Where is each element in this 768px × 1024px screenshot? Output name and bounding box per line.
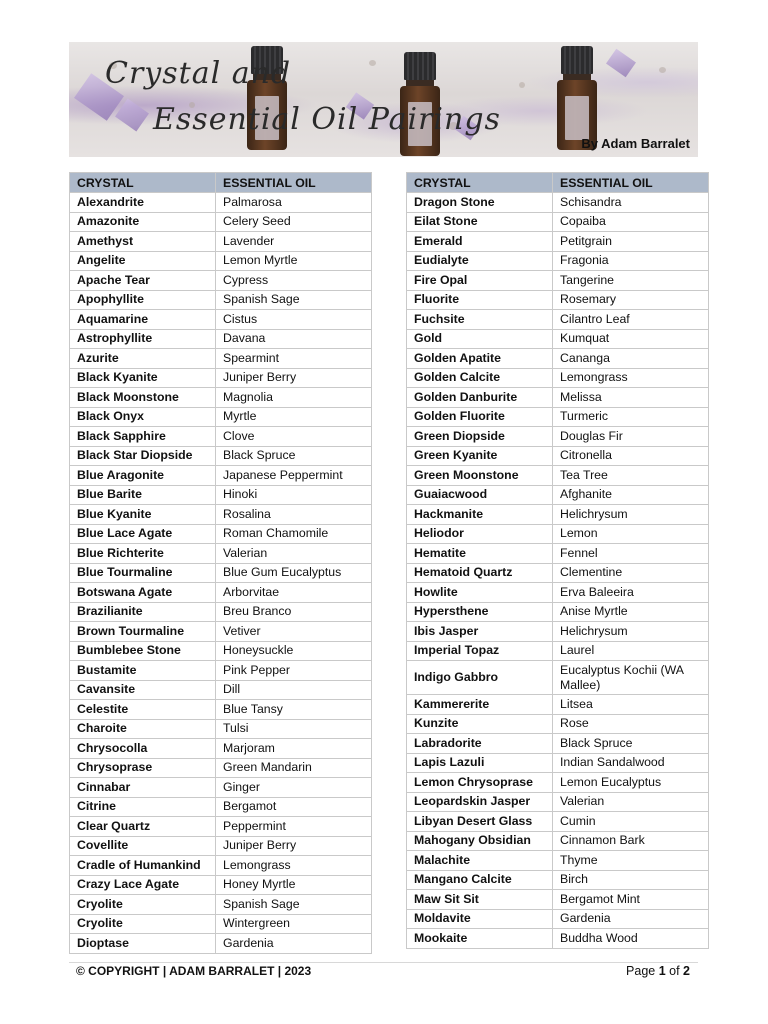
essential-oil-cell: Cistus (216, 310, 372, 330)
table-row (70, 739, 372, 759)
table-row (70, 349, 372, 369)
table-row (70, 290, 372, 310)
table-row (70, 817, 372, 837)
table-row (407, 524, 709, 544)
table-row (407, 329, 709, 349)
column-header-essential-oil: ESSENTIAL OIL (216, 173, 372, 193)
table-row (70, 310, 372, 330)
table-row (70, 368, 372, 388)
table-row (407, 271, 709, 291)
essential-oil-cell: Marjoram (216, 739, 372, 759)
crystal-cell: Golden Fluorite (407, 407, 553, 427)
table-row (407, 485, 709, 505)
crystal-cell: Astrophyllite (70, 329, 216, 349)
banner-title-line2: Essential Oil Pairings (153, 102, 501, 137)
table-row (70, 719, 372, 739)
crystal-cell: Angelite (70, 251, 216, 271)
table-row (407, 290, 709, 310)
essential-oil-cell: Birch (553, 870, 709, 890)
banner-title-line1: Crystal and (105, 56, 292, 91)
table-row (407, 714, 709, 734)
table-row (407, 232, 709, 252)
essential-oil-cell: Gardenia (553, 909, 709, 929)
essential-oil-cell: Vetiver (216, 622, 372, 642)
essential-oil-cell: Laurel (553, 641, 709, 661)
crystal-cell: Cryolite (70, 914, 216, 934)
crystal-cell: Hematite (407, 544, 553, 564)
crystal-cell: Moldavite (407, 909, 553, 929)
table-row (70, 212, 372, 232)
essential-oil-cell: Wintergreen (216, 914, 372, 934)
essential-oil-cell: Dill (216, 680, 372, 700)
crystal-cell: Howlite (407, 583, 553, 603)
essential-oil-cell: Schisandra (553, 193, 709, 213)
essential-oil-cell: Lemon (553, 524, 709, 544)
table-row (407, 251, 709, 271)
table-row (70, 466, 372, 486)
table-row (70, 485, 372, 505)
crystal-cell: Black Star Diopside (70, 446, 216, 466)
essential-oil-cell: Fragonia (553, 251, 709, 271)
essential-oil-cell: Eucalyptus Kochii (WA Mallee) (553, 661, 709, 695)
table-row (407, 544, 709, 564)
essential-oil-cell: Blue Tansy (216, 700, 372, 720)
crystal-cell: Libyan Desert Glass (407, 812, 553, 832)
table-row (70, 251, 372, 271)
table-row (407, 831, 709, 851)
table-row (407, 563, 709, 583)
crystal-cell: Emerald (407, 232, 553, 252)
crystal-cell: Chrysoprase (70, 758, 216, 778)
crystal-cell: Lemon Chrysoprase (407, 773, 553, 793)
crystal-cell: Lapis Lazuli (407, 753, 553, 773)
essential-oil-cell: Litsea (553, 695, 709, 715)
essential-oil-cell: Spanish Sage (216, 290, 372, 310)
crystal-cell: Heliodor (407, 524, 553, 544)
essential-oil-cell: Clementine (553, 563, 709, 583)
table-row (70, 446, 372, 466)
table-header-row (70, 173, 372, 193)
table-row (407, 812, 709, 832)
essential-oil-cell: Davana (216, 329, 372, 349)
essential-oil-cell: Clove (216, 427, 372, 447)
table-row (407, 851, 709, 871)
page-current: 1 (658, 964, 666, 978)
table-row (70, 680, 372, 700)
crystal-cell: Amethyst (70, 232, 216, 252)
crystal-cell: Hematoid Quartz (407, 563, 553, 583)
table-row (407, 929, 709, 949)
crystal-cell: Indigo Gabbro (407, 661, 553, 695)
crystal-cell: Cinnabar (70, 778, 216, 798)
table-row (407, 310, 709, 330)
crystal-cell: Malachite (407, 851, 553, 871)
crystal-cell: Aquamarine (70, 310, 216, 330)
crystal-cell: Crazy Lace Agate (70, 875, 216, 895)
table-row (70, 641, 372, 661)
crystal-cell: Celestite (70, 700, 216, 720)
table-row (70, 505, 372, 525)
essential-oil-cell: Afghanite (553, 485, 709, 505)
crystal-cell: Mookaite (407, 929, 553, 949)
essential-oil-cell: Gardenia (216, 934, 372, 954)
essential-oil-cell: Anise Myrtle (553, 602, 709, 622)
essential-oil-cell: Cinnamon Bark (553, 831, 709, 851)
crystal-cell: Blue Kyanite (70, 505, 216, 525)
table-row (407, 427, 709, 447)
column-header-crystal: CRYSTAL (70, 173, 216, 193)
crystal-cell: Kammererite (407, 695, 553, 715)
oil-bottle-image (557, 46, 597, 146)
crystal-cell: Cryolite (70, 895, 216, 915)
table-row (70, 407, 372, 427)
crystal-cell: Bumblebee Stone (70, 641, 216, 661)
essential-oil-cell: Bergamot (216, 797, 372, 817)
essential-oil-cell: Lemon Eucalyptus (553, 773, 709, 793)
crystal-cell: Blue Richterite (70, 544, 216, 564)
table-row (70, 836, 372, 856)
crystal-cell: Hackmanite (407, 505, 553, 525)
table-row (70, 563, 372, 583)
crystal-cell: Eudialyte (407, 251, 553, 271)
crystal-cell: Azurite (70, 349, 216, 369)
crystal-cell: Black Kyanite (70, 368, 216, 388)
essential-oil-cell: Lavender (216, 232, 372, 252)
crystal-cell: Covellite (70, 836, 216, 856)
table-row (407, 870, 709, 890)
essential-oil-cell: Myrtle (216, 407, 372, 427)
table-row (407, 349, 709, 369)
crystal-cell: Bustamite (70, 661, 216, 681)
column-header-crystal: CRYSTAL (407, 173, 553, 193)
crystal-cell: Kunzite (407, 714, 553, 734)
essential-oil-cell: Pink Pepper (216, 661, 372, 681)
essential-oil-cell: Peppermint (216, 817, 372, 837)
table-row (407, 753, 709, 773)
crystal-cell: Dioptase (70, 934, 216, 954)
crystal-cell: Ibis Jasper (407, 622, 553, 642)
table-row (70, 934, 372, 954)
page-mid: of (665, 964, 684, 978)
table-row (407, 890, 709, 910)
essential-oil-cell: Spanish Sage (216, 895, 372, 915)
essential-oil-cell: Breu Branco (216, 602, 372, 622)
crystal-cell: Golden Apatite (407, 349, 553, 369)
table-row (70, 797, 372, 817)
essential-oil-cell: Tea Tree (553, 466, 709, 486)
crystal-cell: Citrine (70, 797, 216, 817)
table-row (407, 695, 709, 715)
crystal-cell: Cavansite (70, 680, 216, 700)
header-banner (69, 42, 698, 157)
table-row (407, 792, 709, 812)
table-row (407, 193, 709, 213)
essential-oil-cell: Helichrysum (553, 505, 709, 525)
crystal-cell: Golden Danburite (407, 388, 553, 408)
essential-oil-cell: Cilantro Leaf (553, 310, 709, 330)
table-row (407, 583, 709, 603)
essential-oil-cell: Juniper Berry (216, 836, 372, 856)
essential-oil-cell: Palmarosa (216, 193, 372, 213)
essential-oil-cell: Douglas Fir (553, 427, 709, 447)
essential-oil-cell: Black Spruce (553, 734, 709, 754)
table-row (70, 271, 372, 291)
essential-oil-cell: Lemon Myrtle (216, 251, 372, 271)
crystal-cell: Brazilianite (70, 602, 216, 622)
essential-oil-cell: Lemongrass (553, 368, 709, 388)
essential-oil-cell: Tulsi (216, 719, 372, 739)
essential-oil-cell: Green Mandarin (216, 758, 372, 778)
crystal-cell: Blue Barite (70, 485, 216, 505)
table-row (407, 388, 709, 408)
table-row (407, 602, 709, 622)
essential-oil-cell: Honeysuckle (216, 641, 372, 661)
footer-page-number (626, 964, 690, 978)
table-row (70, 856, 372, 876)
essential-oil-cell: Petitgrain (553, 232, 709, 252)
table-row (70, 914, 372, 934)
table-row (70, 232, 372, 252)
table-row (407, 212, 709, 232)
essential-oil-cell: Cumin (553, 812, 709, 832)
essential-oil-cell: Erva Baleeira (553, 583, 709, 603)
table-row (70, 875, 372, 895)
crystal-cell: Cradle of Humankind (70, 856, 216, 876)
essential-oil-cell: Spearmint (216, 349, 372, 369)
table-row (407, 734, 709, 754)
crystal-cell: Hypersthene (407, 602, 553, 622)
table-row (70, 524, 372, 544)
crystal-cell: Black Sapphire (70, 427, 216, 447)
essential-oil-cell: Roman Chamomile (216, 524, 372, 544)
essential-oil-cell: Juniper Berry (216, 368, 372, 388)
crystal-cell: Maw Sit Sit (407, 890, 553, 910)
crystal-cell: Apophyllite (70, 290, 216, 310)
essential-oil-cell: Cananga (553, 349, 709, 369)
essential-oil-cell: Buddha Wood (553, 929, 709, 949)
footer-divider (69, 962, 698, 963)
crystal-cell: Gold (407, 329, 553, 349)
essential-oil-cell: Valerian (216, 544, 372, 564)
table-row (70, 583, 372, 603)
crystal-cell: Clear Quartz (70, 817, 216, 837)
essential-oil-cell: Bergamot Mint (553, 890, 709, 910)
table-row (70, 895, 372, 915)
table-row (407, 368, 709, 388)
essential-oil-cell: Valerian (553, 792, 709, 812)
column-header-essential-oil: ESSENTIAL OIL (553, 173, 709, 193)
crystal-cell: Charoite (70, 719, 216, 739)
table-row (70, 661, 372, 681)
essential-oil-cell: Kumquat (553, 329, 709, 349)
crystal-cell: Black Onyx (70, 407, 216, 427)
crystal-cell: Amazonite (70, 212, 216, 232)
essential-oil-cell: Magnolia (216, 388, 372, 408)
crystal-cell: Botswana Agate (70, 583, 216, 603)
essential-oil-cell: Rose (553, 714, 709, 734)
essential-oil-cell: Tangerine (553, 271, 709, 291)
crystal-cell: Fire Opal (407, 271, 553, 291)
essential-oil-cell: Hinoki (216, 485, 372, 505)
crystal-cell: Blue Lace Agate (70, 524, 216, 544)
essential-oil-cell: Helichrysum (553, 622, 709, 642)
table-row (407, 466, 709, 486)
table-row (407, 407, 709, 427)
crystal-cell: Guaiacwood (407, 485, 553, 505)
crystal-cell: Apache Tear (70, 271, 216, 291)
table-row (70, 602, 372, 622)
essential-oil-cell: Copaiba (553, 212, 709, 232)
table-row (70, 427, 372, 447)
table-row (407, 446, 709, 466)
pairings-table-left (69, 172, 372, 954)
crystal-cell: Alexandrite (70, 193, 216, 213)
essential-oil-cell: Honey Myrtle (216, 875, 372, 895)
essential-oil-cell: Melissa (553, 388, 709, 408)
crystal-cell: Green Moonstone (407, 466, 553, 486)
essential-oil-cell: Rosalina (216, 505, 372, 525)
table-row (407, 622, 709, 642)
table-row (70, 329, 372, 349)
essential-oil-cell: Lemongrass (216, 856, 372, 876)
essential-oil-cell: Rosemary (553, 290, 709, 310)
table-row (407, 641, 709, 661)
table-row (407, 909, 709, 929)
table-row (70, 388, 372, 408)
crystal-cell: Green Diopside (407, 427, 553, 447)
essential-oil-cell: Ginger (216, 778, 372, 798)
banner-author: By Adam Barralet (581, 136, 690, 151)
crystal-cell: Black Moonstone (70, 388, 216, 408)
essential-oil-cell: Black Spruce (216, 446, 372, 466)
table-row (70, 758, 372, 778)
essential-oil-cell: Turmeric (553, 407, 709, 427)
crystal-cell: Dragon Stone (407, 193, 553, 213)
footer-copyright: © COPYRIGHT | ADAM BARRALET | 2023 (76, 964, 312, 978)
crystal-cell: Fuchsite (407, 310, 553, 330)
essential-oil-cell: Thyme (553, 851, 709, 871)
crystal-cell: Fluorite (407, 290, 553, 310)
essential-oil-cell: Blue Gum Eucalyptus (216, 563, 372, 583)
crystal-cell: Leopardskin Jasper (407, 792, 553, 812)
table-row (70, 622, 372, 642)
essential-oil-cell: Indian Sandalwood (553, 753, 709, 773)
table-row (407, 773, 709, 793)
page-prefix: Page (626, 964, 659, 978)
pairings-table-right (406, 172, 709, 949)
crystal-cell: Mahogany Obsidian (407, 831, 553, 851)
table-row (407, 661, 709, 695)
table-row (70, 544, 372, 564)
essential-oil-cell: Fennel (553, 544, 709, 564)
table-row (407, 505, 709, 525)
essential-oil-cell: Japanese Peppermint (216, 466, 372, 486)
essential-oil-cell: Cypress (216, 271, 372, 291)
table-header-row (407, 173, 709, 193)
crystal-cell: Green Kyanite (407, 446, 553, 466)
crystal-cell: Golden Calcite (407, 368, 553, 388)
essential-oil-cell: Arborvitae (216, 583, 372, 603)
crystal-cell: Imperial Topaz (407, 641, 553, 661)
table-row (70, 778, 372, 798)
crystal-cell: Eilat Stone (407, 212, 553, 232)
essential-oil-cell: Citronella (553, 446, 709, 466)
essential-oil-cell: Celery Seed (216, 212, 372, 232)
crystal-cell: Mangano Calcite (407, 870, 553, 890)
crystal-cell: Blue Aragonite (70, 466, 216, 486)
crystal-cell: Brown Tourmaline (70, 622, 216, 642)
crystal-cell: Blue Tourmaline (70, 563, 216, 583)
crystal-cell: Labradorite (407, 734, 553, 754)
crystal-cell: Chrysocolla (70, 739, 216, 759)
table-row (70, 193, 372, 213)
table-row (70, 700, 372, 720)
page-total: 2 (683, 964, 690, 978)
